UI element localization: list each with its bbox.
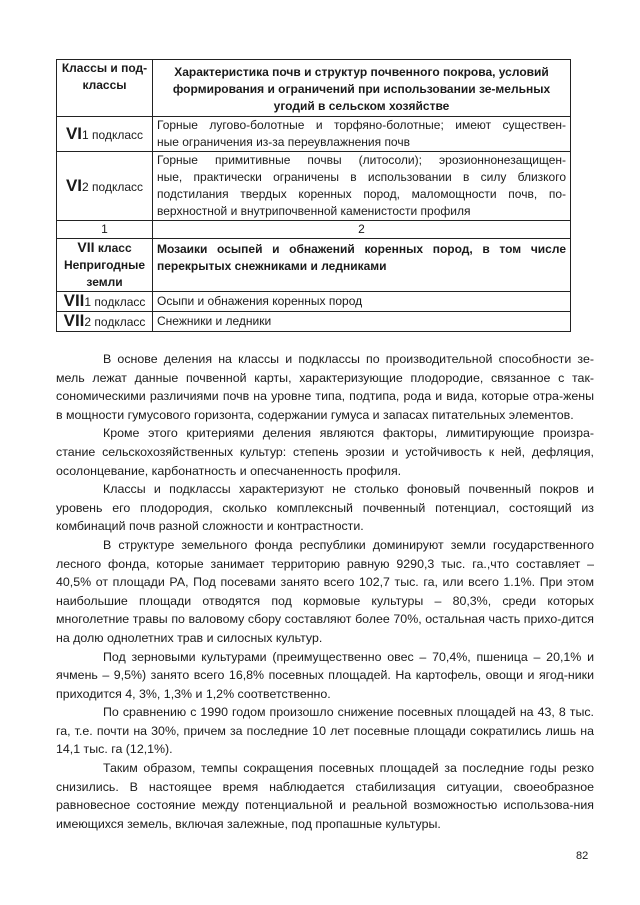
description-cell: Осыпи и обнажения коренных пород xyxy=(153,292,571,312)
class-suffix: 1 подкласс xyxy=(84,295,146,309)
class-roman: VII xyxy=(63,311,85,330)
column-number: 1 xyxy=(57,221,153,239)
description-line: подстилания твердых коренных пород, маломощности почв, по- xyxy=(157,187,566,201)
class-roman: VI xyxy=(65,175,83,195)
column-number: 2 xyxy=(153,221,571,239)
description-line: Мозаики осыпей и обнажений коренных пород, в том числе xyxy=(157,242,566,256)
table-row xyxy=(57,152,571,221)
table-row xyxy=(57,292,571,312)
table-row xyxy=(57,117,571,152)
column-numbering-row xyxy=(57,221,571,239)
body-text xyxy=(56,350,594,833)
class-suffix: 2 подкласс xyxy=(82,179,144,194)
description-line: перекрытых снежниками и ледниками xyxy=(157,259,387,273)
description-cell xyxy=(153,239,571,292)
soil-classes-table xyxy=(56,59,571,332)
description-line: верхностной и внутрипочвенной каменистости профиля xyxy=(157,204,471,218)
description-cell xyxy=(153,117,571,152)
description-line: ные, практически ограничены в использовании в силу близкого xyxy=(157,170,566,184)
description-line: Горные лугово-болотные и торфяно-болотные; имеют существен- xyxy=(157,118,566,132)
class-roman: VII xyxy=(77,239,95,255)
description-cell: Снежники и ледники xyxy=(153,312,571,332)
paragraph: Классы и подклассы характеризуют не столько фоновый почвенный покров и уровень его плодородия, сколько комплексный почвенный потенциал, состоящий из комбинаций почв разной сложности и контрастности. xyxy=(56,482,594,534)
class-suffix: 1 подкласс xyxy=(82,127,144,142)
page-number: 82 xyxy=(576,850,589,862)
paragraph: Кроме этого критериями деления являются факторы, лимитирующие произра-стание сельскохозяйственных культур: степень эрозии и устойчивость к ней, дефляция, осолонцевание, карбонатность и опесчаненность профиля. xyxy=(56,426,594,478)
class-cell xyxy=(57,312,153,332)
paragraph: Таким образом, темпы сокращения посевных площадей за последние годы резко снизились. В настоящее время наблюдается стабилизация ситуации, своеобразное равновесное состояние между потенциальной и реальной возможностью использова-ния имеющихся земель, включая залежные, под пропашные культуры. xyxy=(56,761,594,831)
class-word: класс xyxy=(94,241,132,255)
paragraph: В структуре земельного фонда республики доминируют земли государственного лесного фонда, которые занимает территорию равную 9290,3 тыс. га.,что составляет – 40,5% от площади РА, Под посевами занято всего 102,7 тыс. га, или всего 1.1%. При этом наибольшие площади отводятся под кормовые культуры – 80,3%, среди которых многолетние травы по валовому сбору составляют более 70%, остальная часть прихо-дится на долю однолетних трав и силосных культур. xyxy=(56,537,594,645)
table-header-row xyxy=(57,60,571,117)
class-roman: VI xyxy=(65,123,83,143)
class-cell xyxy=(57,292,153,312)
description-cell xyxy=(153,152,571,221)
class-cell xyxy=(57,117,153,152)
paragraph: По сравнению с 1990 годом произошло снижение посевных площадей на 43, 8 тыс. га, т.е. почти на 30%, причем за последние 10 лет посевные площади сократились лишь на 14,1 тыс. га (12,1%). xyxy=(56,705,594,757)
class-subtitle: Непригодные xyxy=(63,258,146,272)
class-cell xyxy=(57,152,153,221)
header-classes: Классы и под-классы xyxy=(57,60,153,117)
paragraph: Под зерновыми культурами (преимущественно овес – 70,4%, пшеница – 20,1% и ячмень – 9,5%) занято всего 16,8% посевных площадей. На картофель, овощи и ягод-ники приходится 4, 3%, 1,3% и 1,2% соответственно. xyxy=(56,649,594,701)
table-row xyxy=(57,239,571,292)
table-row xyxy=(57,312,571,332)
class-roman: VII xyxy=(63,291,85,310)
class-suffix: 2 подкласс xyxy=(84,315,146,329)
class-cell xyxy=(57,239,153,292)
paragraph: В основе деления на классы и подклассы по производительной способности зе-мель лежат данные почвенной карты, характеризующие плодородие, связанное с так-сономическими различиями почв на уровне типа, подтипа, рода и вида, которые отра-жены в мощности гумусового горизонта, содержании гумуса и запасах питательных элементов. xyxy=(56,352,594,422)
header-characteristics: Характеристика почв и структур почвенного покрова, условий формирования и ограничений при использовании зе-мельных угодий в сельском хозяйстве xyxy=(153,60,571,117)
description-line: Горные примитивные почвы (литосоли); эрозионнонезащищен- xyxy=(157,153,566,167)
class-subtitle: земли xyxy=(86,275,123,289)
description-line: ные ограничения из-за переувлажнения почв xyxy=(157,135,410,149)
